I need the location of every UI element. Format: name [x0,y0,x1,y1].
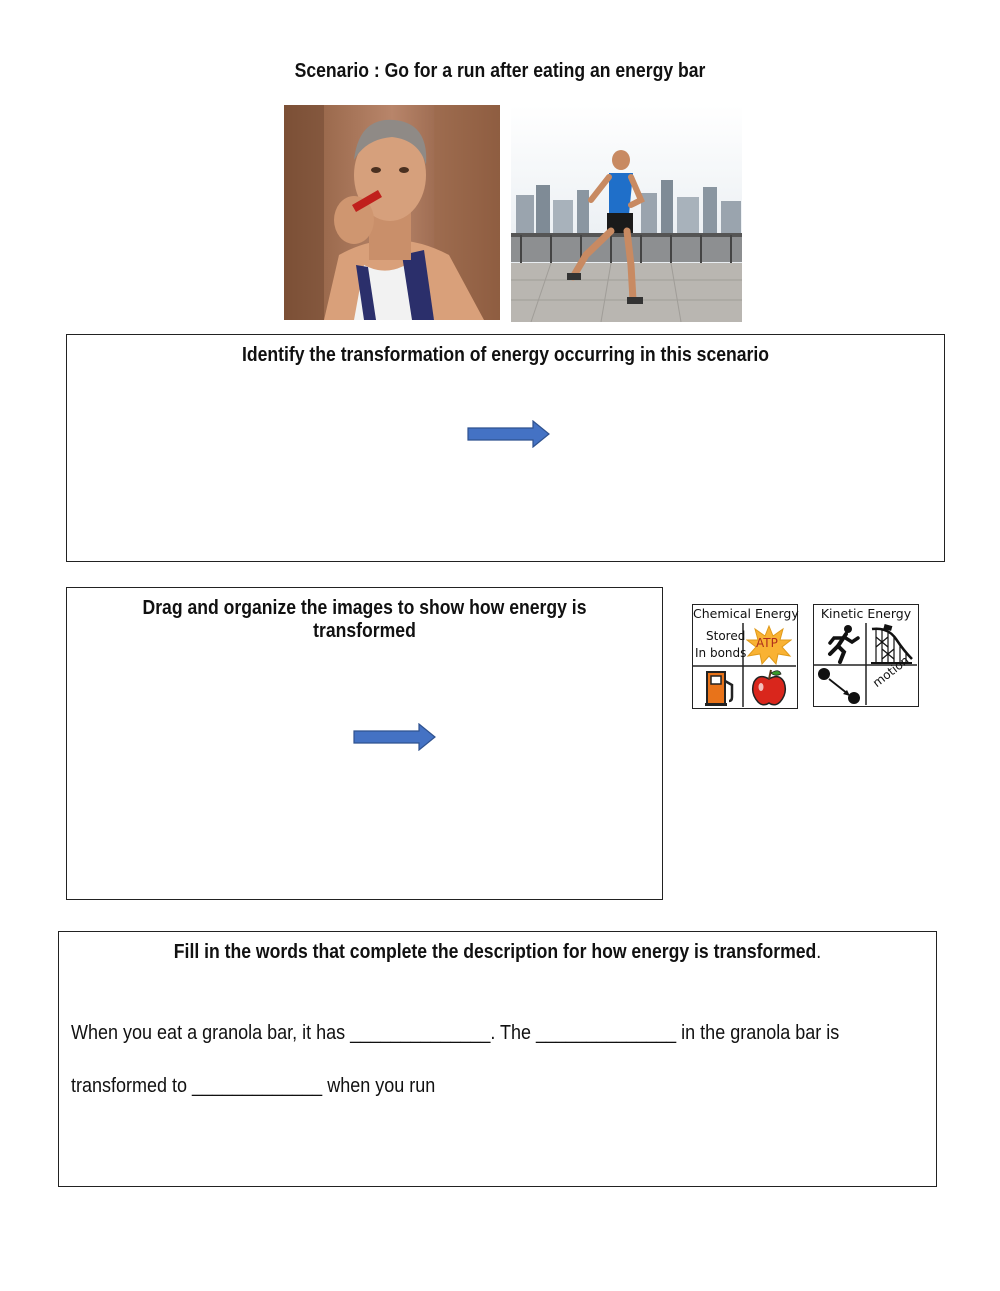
runner-image [511,105,742,322]
identify-transformation-box [66,334,945,562]
scenario-title: Scenario : Go for a run after eating an energy bar [294,60,706,82]
motion-label: motion [870,653,912,691]
apple-icon [749,667,789,707]
in-bonds-label: In bonds [695,646,747,660]
moving-ball-icon [816,666,866,706]
fill-in-words-heading-period: . [816,941,822,963]
running-person-icon [822,624,862,664]
identify-transformation-heading: Identify the transformation of energy occurring in this scenario [241,344,770,366]
fill-in-words-heading-text: Fill in the words that complete the description for how energy is transformed [173,941,817,963]
atp-label: ATP [756,636,778,650]
chemical-energy-card[interactable] [692,604,798,709]
chemical-energy-card-title: Chemical Energy [693,606,799,621]
fill-in-words-box [58,931,937,1187]
drag-organize-box[interactable] [66,587,663,900]
arrow-right-icon [353,723,437,751]
drag-organize-heading: Drag and organize the images to show how energy is transformed [142,597,587,642]
kinetic-energy-card[interactable] [813,604,919,707]
man-eating-energy-bar-image [284,105,500,320]
arrow-right-icon [467,420,551,448]
fill-in-words-heading [112,941,884,964]
sentence-line-2[interactable]: transformed to _____________ when you run [71,1075,436,1097]
gas-pump-icon [703,669,739,707]
sentence-line-1[interactable]: When you eat a granola bar, it has ______________. The ______________ in the granola bar is [71,1022,840,1044]
stored-label: Stored [706,629,746,643]
kinetic-energy-card-title: Kinetic Energy [820,606,912,621]
